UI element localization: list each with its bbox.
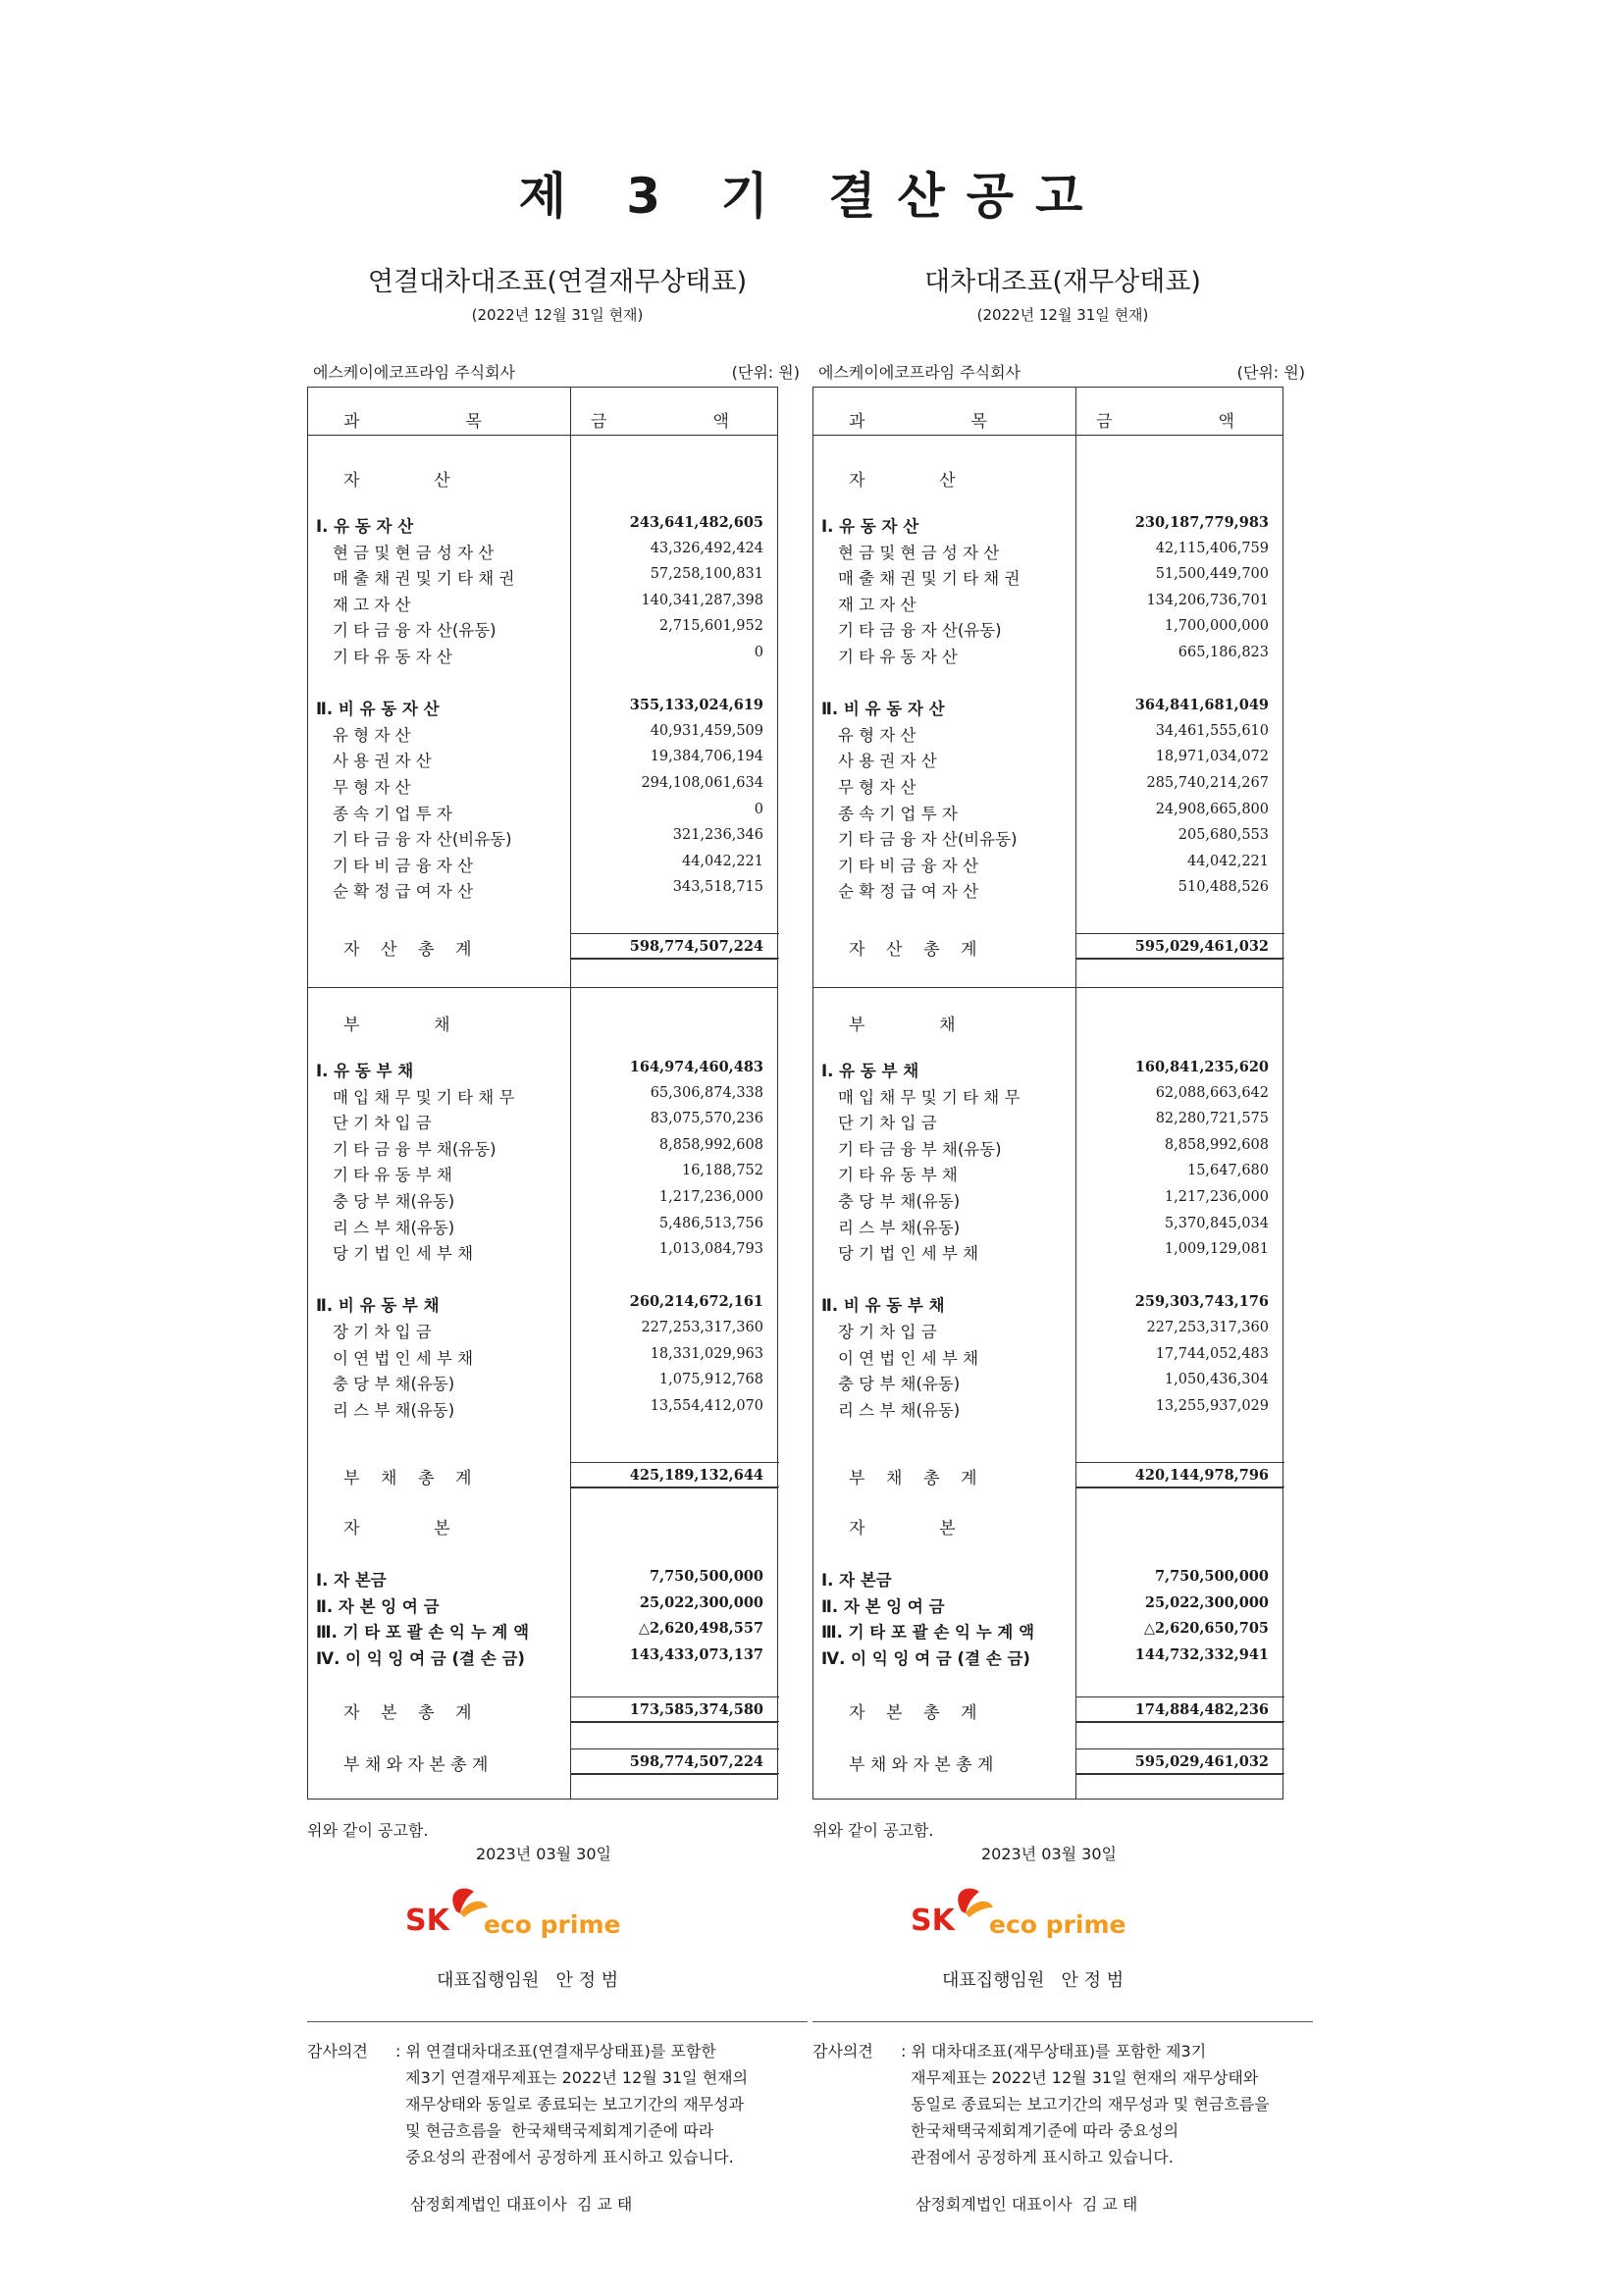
table-row — [308, 774, 779, 800]
row-value: 243,641,482,605 — [629, 514, 763, 531]
row-label: 기 타 유 동 부 채 — [838, 1166, 958, 1185]
total-label: 부 채 총 계 — [343, 1469, 472, 1488]
row-value: △2,620,498,557 — [638, 1620, 763, 1638]
row-label: 충 당 부 채(유동) — [838, 1192, 961, 1211]
row-label: 종 속 기 업 투 자 — [838, 804, 958, 823]
table-row — [813, 617, 1284, 643]
logo-eco-prime-text: eco prime — [484, 1910, 621, 1939]
statement-date: (2022년 12월 31일 현재) — [471, 306, 644, 324]
row-value: 343,518,715 — [672, 879, 763, 896]
unit-label: (단위: 원) — [1236, 363, 1305, 382]
row-label: 매 출 채 권 및 기 타 채 권 — [333, 569, 515, 589]
row-label: 기 타 금 융 자 산(비유동) — [333, 830, 512, 850]
table-row — [813, 1188, 1284, 1214]
audit-opinion-line: 및 현금흐름을 한국채택국제회계기준에 따라 — [395, 2121, 714, 2140]
table-row — [813, 1084, 1284, 1110]
total-value: 595,029,461,032 — [1134, 938, 1269, 955]
statement-title: 연결대차대조표(연결재무상태표) — [367, 267, 748, 297]
subtotal-row — [813, 1567, 1284, 1592]
row-value: 43,326,492,424 — [650, 540, 763, 556]
separate-statement-column — [812, 0, 1313, 2296]
row-label: Ⅱ. 비 유 동 자 산 — [316, 700, 440, 719]
total-value: 425,189,132,644 — [629, 1467, 763, 1484]
row-value: 42,115,406,759 — [1155, 540, 1269, 556]
row-label: Ⅰ. 유 동 부 채 — [821, 1062, 919, 1080]
row-value: 44,042,221 — [681, 853, 763, 869]
row-value: 1,217,236,000 — [1164, 1189, 1269, 1205]
row-value: 44,042,221 — [1186, 853, 1269, 869]
auditor-name: 삼정회계법인 대표이사 김 교 태 — [916, 2195, 1138, 2214]
row-value: 364,841,681,049 — [1134, 697, 1269, 714]
row-label: Ⅰ. 유 동 부 채 — [316, 1062, 414, 1080]
row-value: 16,188,752 — [681, 1163, 763, 1179]
subtotal-row — [308, 696, 779, 721]
row-value: 57,258,100,831 — [650, 566, 763, 583]
audit-opinion-line: 재무제표는 2022년 12월 31일 현재의 재무상태와 — [901, 2068, 1259, 2087]
row-label: 이 연 법 인 세 부 채 — [838, 1348, 979, 1368]
signature-rule — [307, 2021, 808, 2022]
table-row — [813, 826, 1284, 852]
audit-opinion-label: 감사의견 — [812, 2042, 873, 2061]
row-value: 1,009,129,081 — [1164, 1241, 1269, 1258]
row-value: 13,255,937,029 — [1155, 1397, 1269, 1414]
row-label: 기 타 비 금 융 자 산 — [333, 856, 474, 875]
total-box — [570, 933, 779, 959]
table-row — [308, 1371, 779, 1396]
total-double-rule — [570, 1774, 777, 1775]
audit-opinion-line: 관점에서 공정하게 표시하고 있습니다. — [901, 2148, 1174, 2166]
row-value: 62,088,663,642 — [1155, 1084, 1269, 1101]
section-rule — [308, 987, 777, 988]
row-value: 17,744,052,483 — [1155, 1345, 1269, 1362]
row-label: 리 스 부 채(유동) — [838, 1218, 961, 1237]
row-value: 82,280,721,575 — [1155, 1111, 1269, 1127]
balance-sheet-table — [812, 387, 1283, 1800]
table-row — [308, 592, 779, 617]
row-label: Ⅱ. 비 유 동 부 채 — [316, 1296, 440, 1316]
row-label: 재 고 자 산 — [333, 595, 411, 614]
row-label: 기 타 유 동 자 산 — [838, 648, 958, 666]
section-heading: 자 산 — [849, 471, 956, 491]
row-value: 0 — [754, 645, 763, 660]
table-row — [308, 878, 779, 904]
row-label: 기 타 금 융 자 산(유동) — [838, 621, 1002, 641]
table-row — [813, 1215, 1284, 1240]
total-double-rule — [1075, 1722, 1283, 1723]
total-label: 부 채 총 계 — [849, 1469, 977, 1488]
subtotal-row — [308, 1058, 779, 1083]
row-value: 18,331,029,963 — [650, 1345, 763, 1362]
audit-opinion-line: 중요성의 관점에서 공정하게 표시하고 있습니다. — [395, 2148, 734, 2166]
row-label: 재 고 자 산 — [838, 595, 916, 614]
audit-opinion-label: 감사의견 — [307, 2042, 368, 2061]
row-label: 기 타 금 융 부 채(유동) — [838, 1139, 1002, 1159]
table-row — [813, 565, 1284, 591]
table-row — [813, 1136, 1284, 1162]
table-row — [308, 1084, 779, 1110]
logo-sk-text: SK — [911, 1904, 955, 1938]
row-label: 리 스 부 채(유동) — [838, 1400, 961, 1420]
row-value: 7,750,500,000 — [1154, 1568, 1269, 1585]
total-box — [1075, 1462, 1284, 1487]
row-label: 기 타 금 융 자 산(유동) — [333, 621, 497, 641]
row-value: 143,433,073,137 — [629, 1645, 763, 1663]
row-label: Ⅲ. 기 타 포 괄 손 익 누 계 액 — [316, 1623, 530, 1643]
subtotal-row — [813, 1292, 1284, 1318]
row-value: 140,341,287,398 — [641, 592, 763, 608]
row-label: 매 입 채 무 및 기 타 채 무 — [838, 1087, 1021, 1107]
row-value: 1,075,912,768 — [658, 1372, 763, 1388]
consolidated-statement-column — [307, 0, 808, 2296]
row-label: 순 확 정 급 여 자 산 — [838, 882, 979, 902]
total-double-rule — [1075, 1487, 1283, 1488]
row-value: 134,206,736,701 — [1146, 592, 1269, 608]
table-row — [308, 540, 779, 565]
table-row — [813, 1319, 1284, 1344]
row-value: 144,732,332,941 — [1134, 1645, 1269, 1663]
row-value: 40,931,459,509 — [650, 722, 763, 739]
row-value: 0 — [754, 801, 763, 817]
row-label: Ⅰ. 유 동 자 산 — [316, 517, 414, 536]
subtotal-row — [308, 1292, 779, 1318]
sk-eco-prime-logo — [405, 1882, 641, 1941]
page-title: 제 3 기 결산공고 — [518, 168, 1105, 225]
sk-eco-prime-logo — [911, 1882, 1146, 1941]
subtotal-row — [308, 1593, 779, 1619]
total-double-rule — [570, 1487, 777, 1488]
total-box — [1075, 933, 1284, 959]
row-value: 1,700,000,000 — [1164, 618, 1269, 635]
row-value: 227,253,317,360 — [641, 1320, 763, 1335]
row-value: 18,971,034,072 — [1155, 749, 1269, 765]
row-value: 164,974,460,483 — [629, 1059, 763, 1075]
row-label: Ⅱ. 비 유 동 부 채 — [821, 1296, 945, 1316]
row-label: Ⅳ. 이 익 잉 여 금 (결 손 금) — [316, 1648, 525, 1668]
total-double-rule — [1075, 1774, 1283, 1775]
row-label: 현 금 및 현 금 성 자 산 — [333, 543, 495, 562]
audit-opinion-line: 동일로 종료되는 보고기간의 재무성과 및 현금흐름을 — [901, 2095, 1270, 2113]
row-label: 기 타 비 금 융 자 산 — [838, 856, 979, 875]
total-label: 부 채 와 자 본 총 계 — [849, 1755, 994, 1775]
row-value: 24,908,665,800 — [1155, 801, 1269, 817]
audit-opinion-line: : 위 연결대차대조표(연결재무상태표)를 포함한 — [395, 2042, 716, 2061]
row-value: 8,858,992,608 — [1164, 1136, 1269, 1153]
row-value: 285,740,214,267 — [1146, 775, 1269, 791]
subtotal-row — [308, 1567, 779, 1592]
statement-date: (2022년 12월 31일 현재) — [976, 306, 1149, 324]
section-heading: 자 산 — [343, 471, 450, 491]
row-label: 현 금 및 현 금 성 자 산 — [838, 543, 1000, 562]
unit-label: (단위: 원) — [731, 363, 800, 382]
table-row — [308, 1345, 779, 1371]
subtotal-row — [813, 1058, 1284, 1083]
row-label: 리 스 부 채(유동) — [333, 1400, 455, 1420]
row-value: 205,680,553 — [1178, 827, 1269, 844]
row-value: 294,108,061,634 — [641, 775, 763, 791]
header-subject: 과 목 — [849, 412, 987, 432]
row-label: Ⅳ. 이 익 잉 여 금 (결 손 금) — [821, 1648, 1030, 1668]
total-value: 173,585,374,580 — [629, 1701, 763, 1718]
audit-opinion-line: : 위 대차대조표(재무상태표)를 포함한 제3기 — [901, 2042, 1207, 2061]
row-label: 충 당 부 채(유동) — [333, 1192, 455, 1211]
row-label: 순 확 정 급 여 자 산 — [333, 882, 474, 902]
table-row — [813, 774, 1284, 800]
row-value: 2,715,601,952 — [658, 618, 763, 635]
table-row — [308, 565, 779, 591]
row-value: 7,750,500,000 — [649, 1568, 763, 1585]
table-row — [813, 1345, 1284, 1371]
total-label: 자 본 총 계 — [343, 1703, 472, 1723]
total-value: 598,774,507,224 — [629, 1753, 763, 1770]
row-value: 230,187,779,983 — [1134, 514, 1269, 531]
row-value: 260,214,672,161 — [629, 1293, 763, 1311]
table-row — [813, 1371, 1284, 1396]
company-name: 에스케이에코프라임 주식회사 — [818, 363, 1021, 382]
row-label: 기 타 유 동 자 산 — [333, 648, 452, 666]
row-label: 종 속 기 업 투 자 — [333, 804, 452, 823]
ceo-name: 대표집행임원 안 정 범 — [437, 1970, 619, 1991]
header-rule — [813, 435, 1283, 436]
subtotal-row — [813, 696, 1284, 721]
row-value: 83,075,570,236 — [650, 1111, 763, 1127]
row-label: 기 타 금 융 자 산(비유동) — [838, 830, 1018, 850]
row-label: 무 형 자 산 — [838, 778, 916, 797]
row-value: 15,647,680 — [1186, 1163, 1269, 1179]
table-row — [813, 1162, 1284, 1187]
total-double-rule — [570, 959, 777, 960]
row-label: 무 형 자 산 — [333, 778, 411, 797]
row-value: 321,236,346 — [672, 827, 763, 844]
row-value: 65,306,874,338 — [650, 1084, 763, 1101]
row-value: 160,841,235,620 — [1134, 1059, 1269, 1075]
row-value: 1,050,436,304 — [1164, 1372, 1269, 1388]
subtotal-row — [813, 513, 1284, 539]
total-box — [570, 1748, 779, 1774]
section-heading: 부 채 — [849, 1016, 956, 1035]
row-value: 1,013,084,793 — [658, 1241, 763, 1258]
row-value: 25,022,300,000 — [1144, 1593, 1269, 1611]
total-value: 420,144,978,796 — [1134, 1467, 1269, 1484]
total-label: 부 채 와 자 본 총 계 — [343, 1755, 489, 1775]
row-label: 매 출 채 권 및 기 타 채 권 — [838, 569, 1021, 589]
header-subject: 과 목 — [343, 412, 482, 432]
row-label: 유 형 자 산 — [838, 725, 916, 745]
row-value: 665,186,823 — [1178, 645, 1269, 660]
table-row — [813, 592, 1284, 617]
row-label: 장 기 차 입 금 — [838, 1323, 937, 1341]
row-value: 259,303,743,176 — [1134, 1293, 1269, 1311]
table-row — [308, 1188, 779, 1214]
table-row — [308, 853, 779, 878]
row-value: 355,133,024,619 — [629, 697, 763, 714]
row-label: Ⅱ. 자 본 잉 여 금 — [821, 1596, 945, 1616]
row-label: 단 기 차 입 금 — [333, 1114, 432, 1133]
row-value: 8,858,992,608 — [658, 1136, 763, 1153]
row-label: 당 기 법 인 세 부 채 — [333, 1244, 474, 1264]
row-label: 단 기 차 입 금 — [838, 1114, 937, 1133]
total-value: 174,884,482,236 — [1134, 1701, 1269, 1718]
table-row — [308, 722, 779, 748]
row-label: 리 스 부 채(유동) — [333, 1218, 455, 1237]
total-label: 자 산 총 계 — [343, 940, 472, 960]
notice-date: 2023년 03월 30일 — [476, 1845, 611, 1863]
row-value: 510,488,526 — [1178, 879, 1269, 896]
table-row — [308, 644, 779, 669]
row-label: 충 당 부 채(유동) — [838, 1375, 961, 1394]
statement-title: 대차대조표(재무상태표) — [924, 267, 1201, 297]
notice-text: 위와 같이 공고함. — [307, 1821, 429, 1840]
audit-opinion-line: 한국채택국제회계기준에 따라 중요성의 — [901, 2121, 1179, 2140]
row-label: Ⅱ. 비 유 동 자 산 — [821, 700, 945, 719]
row-value: 19,384,706,194 — [650, 749, 763, 765]
row-value: 5,486,513,756 — [658, 1215, 763, 1231]
row-label: 사 용 권 자 산 — [333, 752, 432, 771]
total-double-rule — [1075, 959, 1283, 960]
total-value: 598,774,507,224 — [629, 938, 763, 955]
row-label: Ⅰ. 자 본금 — [821, 1571, 892, 1590]
subtotal-row — [813, 1593, 1284, 1619]
audit-opinion-line: 제3기 연결재무제표는 2022년 12월 31일 현재의 — [395, 2068, 749, 2087]
signature-rule — [812, 2021, 1313, 2022]
header-rule — [308, 435, 777, 436]
row-label: Ⅱ. 자 본 잉 여 금 — [316, 1596, 440, 1616]
table-row — [308, 1136, 779, 1162]
table-row — [813, 1240, 1284, 1266]
table-row — [813, 1110, 1284, 1135]
total-label: 자 산 총 계 — [849, 940, 977, 960]
auditor-name: 삼정회계법인 대표이사 김 교 태 — [410, 2195, 633, 2214]
row-label: Ⅲ. 기 타 포 괄 손 익 누 계 액 — [821, 1623, 1035, 1643]
total-box — [570, 1462, 779, 1487]
header-amount: 금 액 — [1096, 412, 1234, 432]
subtotal-row — [813, 1645, 1284, 1671]
total-value: 595,029,461,032 — [1134, 1753, 1269, 1770]
balance-sheet-table — [307, 387, 778, 1800]
row-label: 당 기 법 인 세 부 채 — [838, 1244, 979, 1264]
subtotal-row — [813, 1619, 1284, 1644]
table-row — [308, 826, 779, 852]
company-name: 에스케이에코프라임 주식회사 — [313, 363, 516, 382]
row-label: 장 기 차 입 금 — [333, 1323, 432, 1341]
total-label: 자 본 총 계 — [849, 1703, 977, 1723]
row-value: 51,500,449,700 — [1155, 566, 1269, 583]
row-value: 227,253,317,360 — [1146, 1320, 1269, 1335]
row-label: 기 타 금 융 부 채(유동) — [333, 1139, 497, 1159]
row-value: 34,461,555,610 — [1155, 722, 1269, 739]
table-row — [308, 1110, 779, 1135]
row-label: 사 용 권 자 산 — [838, 752, 937, 771]
total-double-rule — [570, 1722, 777, 1723]
row-label: Ⅰ. 유 동 자 산 — [821, 517, 919, 536]
row-value: △2,620,650,705 — [1143, 1620, 1269, 1638]
table-row — [813, 748, 1284, 773]
table-row — [308, 1162, 779, 1187]
table-row — [308, 1319, 779, 1344]
row-value: 5,370,845,034 — [1164, 1215, 1269, 1231]
logo-eco-prime-text: eco prime — [989, 1910, 1126, 1939]
table-row — [813, 801, 1284, 826]
row-value: 1,217,236,000 — [658, 1189, 763, 1205]
row-label: 충 당 부 채(유동) — [333, 1375, 455, 1394]
notice-date: 2023년 03월 30일 — [981, 1845, 1117, 1863]
table-row — [813, 644, 1284, 669]
subtotal-row — [308, 513, 779, 539]
section-heading: 자 본 — [343, 1519, 450, 1539]
row-label: 기 타 유 동 부 채 — [333, 1166, 452, 1185]
audit-opinion-line: 재무상태와 동일로 종료되는 보고기간의 재무성과 — [395, 2095, 745, 2113]
table-row — [308, 748, 779, 773]
table-row — [308, 801, 779, 826]
total-box — [570, 1696, 779, 1722]
row-label: Ⅰ. 자 본금 — [316, 1571, 387, 1590]
subtotal-row — [308, 1645, 779, 1671]
table-row — [308, 1240, 779, 1266]
table-row — [813, 722, 1284, 748]
table-row — [813, 853, 1284, 878]
table-row — [813, 540, 1284, 565]
table-row — [308, 1397, 779, 1423]
subtotal-row — [308, 1619, 779, 1644]
row-value: 13,554,412,070 — [650, 1397, 763, 1414]
section-rule — [813, 987, 1283, 988]
logo-sk-text: SK — [405, 1904, 449, 1938]
section-heading: 부 채 — [343, 1016, 450, 1035]
notice-text: 위와 같이 공고함. — [812, 1821, 934, 1840]
total-box — [1075, 1696, 1284, 1722]
row-label: 매 입 채 무 및 기 타 채 무 — [333, 1087, 515, 1107]
table-row — [308, 1215, 779, 1240]
table-row — [308, 617, 779, 643]
row-value: 25,022,300,000 — [639, 1593, 763, 1611]
row-label: 이 연 법 인 세 부 채 — [333, 1348, 474, 1368]
section-heading: 자 본 — [849, 1519, 956, 1539]
ceo-name: 대표집행임원 안 정 범 — [942, 1970, 1125, 1991]
total-box — [1075, 1748, 1284, 1774]
header-amount: 금 액 — [591, 412, 729, 432]
row-label: 유 형 자 산 — [333, 725, 411, 745]
table-row — [813, 1397, 1284, 1423]
table-row — [813, 878, 1284, 904]
